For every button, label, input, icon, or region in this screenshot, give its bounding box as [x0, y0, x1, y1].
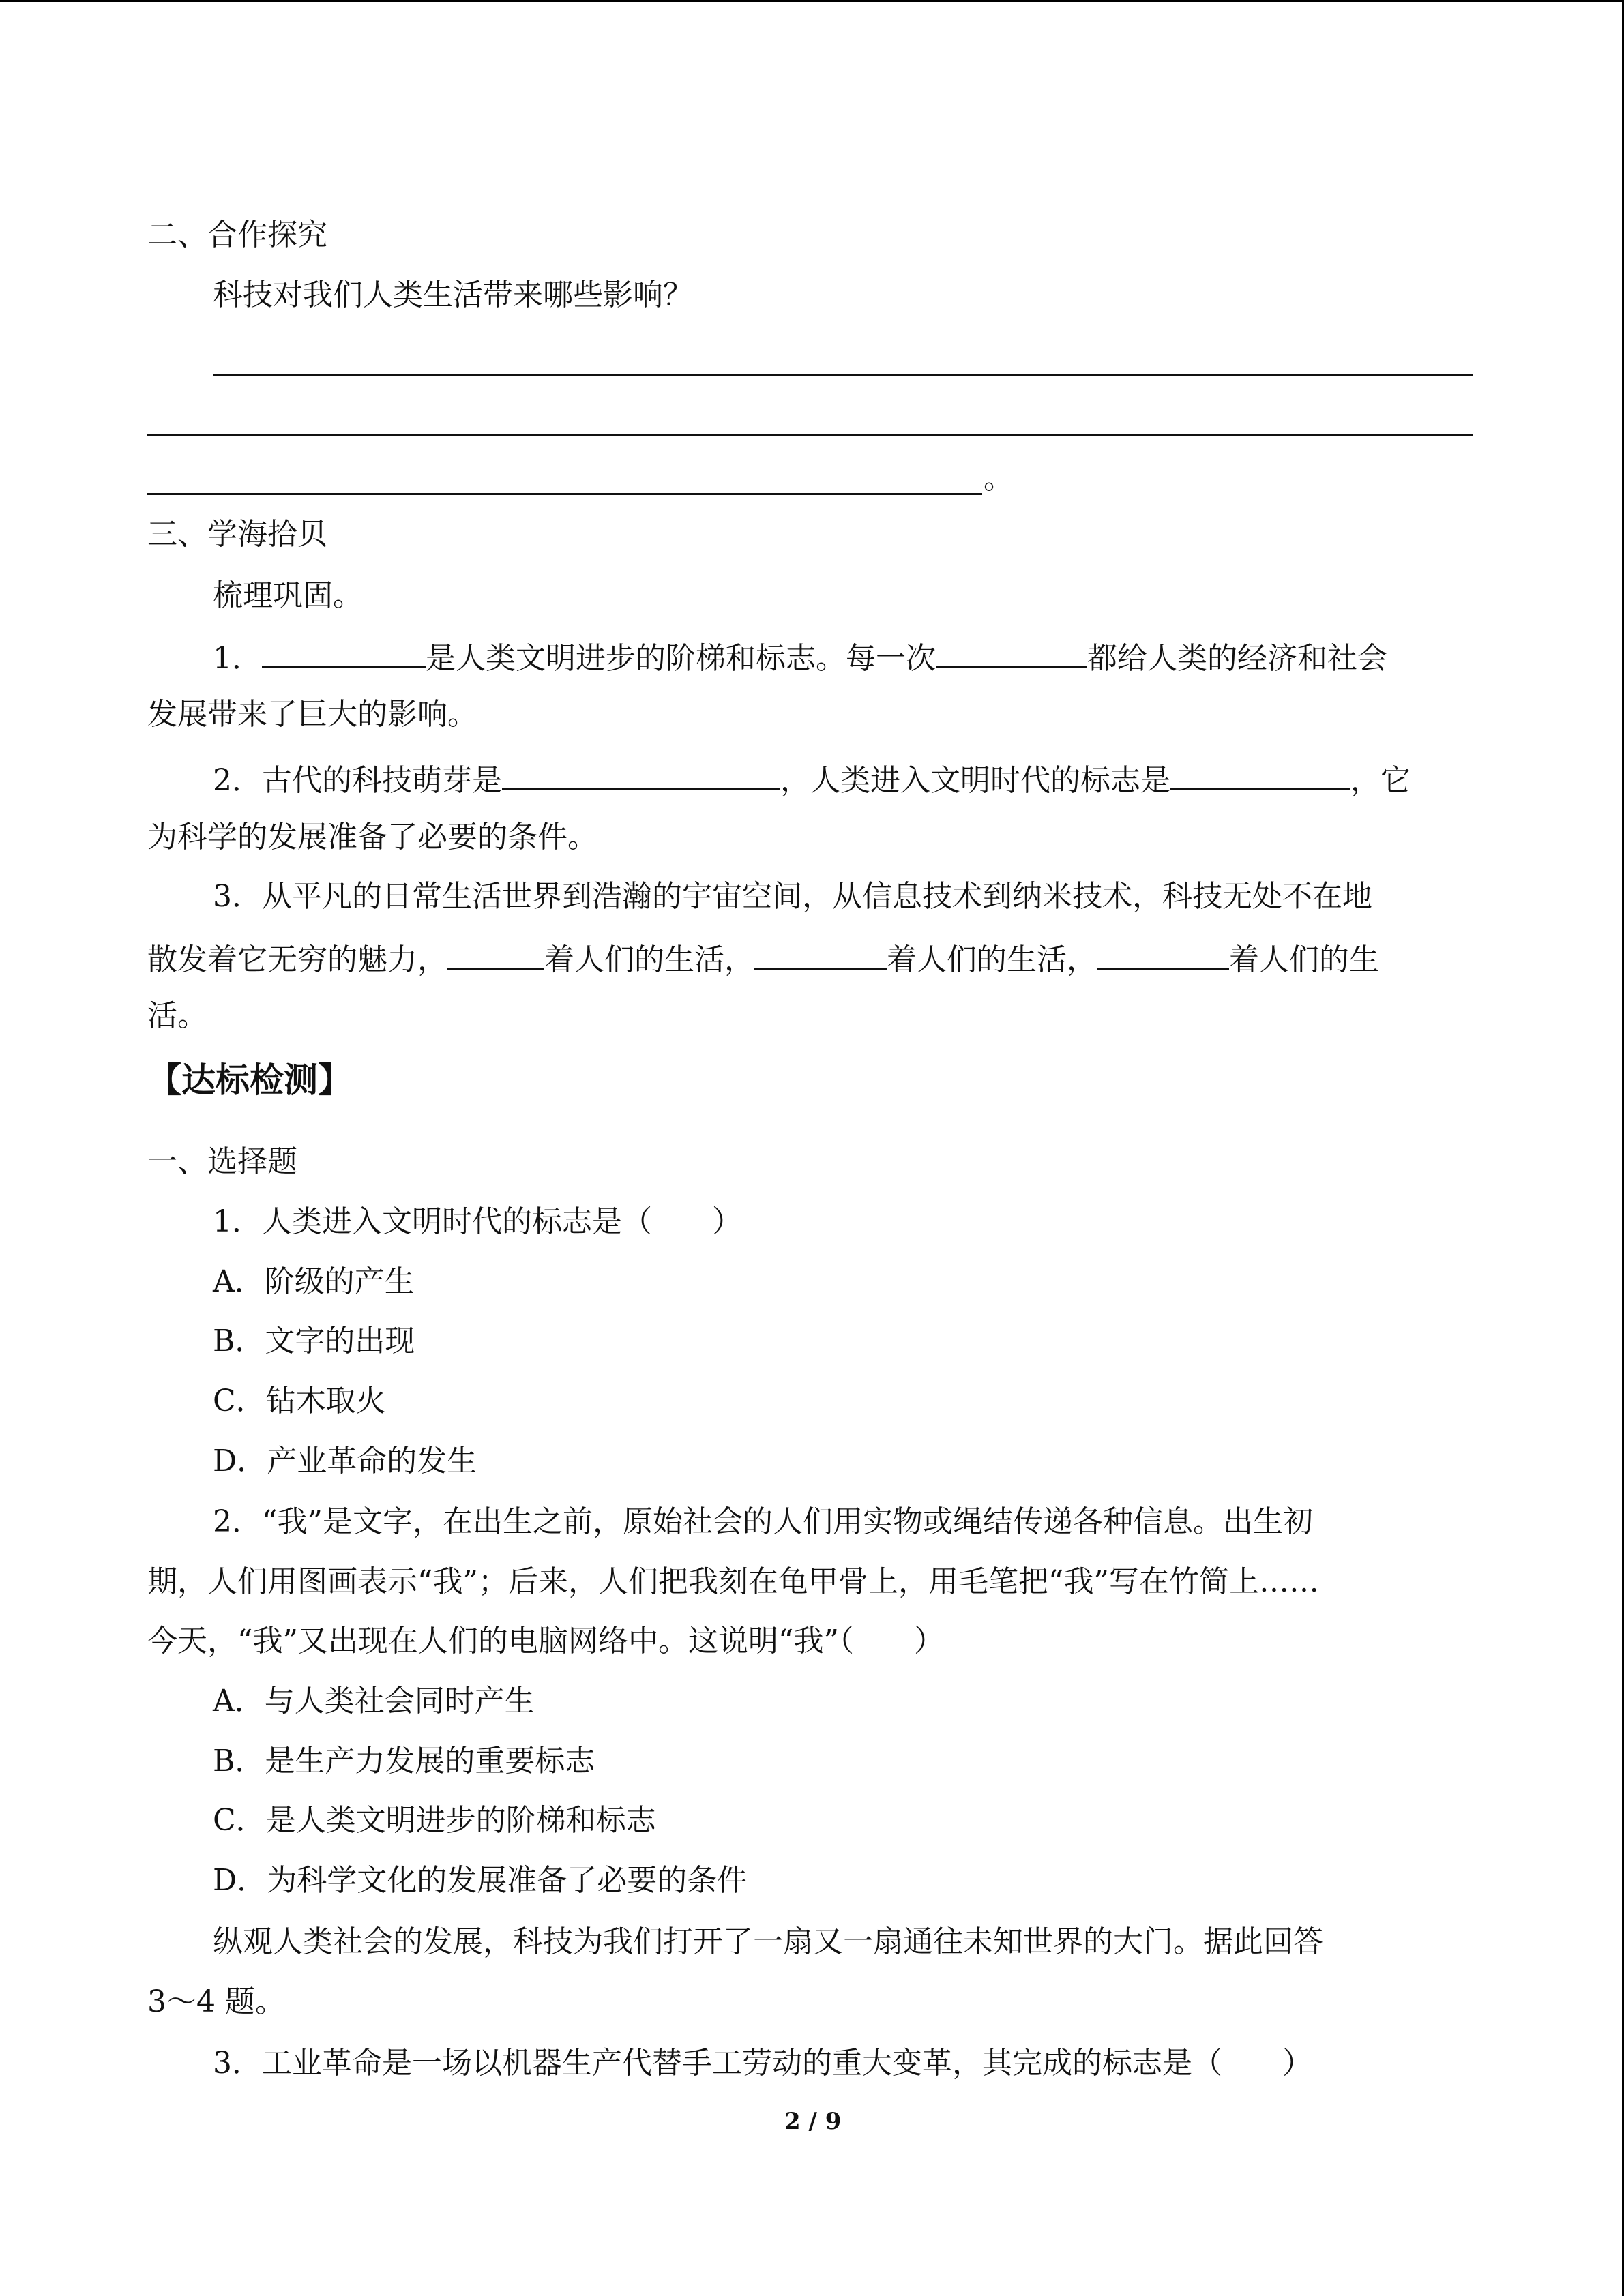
- answer-end-mark: 。: [984, 461, 1014, 496]
- fill-question-3-line2: [147, 936, 1379, 981]
- blank-field[interactable]: [754, 936, 887, 970]
- option-c[interactable]: C．是人类文明进步的阶梯和标志: [213, 1803, 656, 1838]
- part-title-choice: 一、选择题: [147, 1144, 297, 1179]
- question-text: 是人类文明进步的阶梯和标志。每一次: [426, 641, 936, 676]
- fill-question-1-cont: 发展带来了巨大的影响。: [147, 697, 477, 732]
- blank-field[interactable]: [1097, 936, 1229, 970]
- fill-question-3-line1: 3．从平凡的日常生活世界到浩瀚的宇宙空间，从信息技术到纳米技术，科技无处不在地: [213, 879, 1372, 914]
- question-text: 着人们的生活，: [887, 942, 1097, 977]
- option-c[interactable]: C．钻木取火: [213, 1384, 386, 1418]
- answer-line-1[interactable]: [213, 374, 1473, 376]
- option-d[interactable]: D．为科学文化的发展准备了必要的条件: [213, 1863, 748, 1898]
- passage-intro-line2: 3～4 题。: [147, 1984, 285, 2019]
- review-subtitle: 梳理巩固。: [213, 578, 363, 613]
- question-text: 着人们的生活，: [544, 942, 754, 977]
- question-text: 2．古代的科技萌芽是: [213, 763, 502, 798]
- option-d[interactable]: D．产业革命的发生: [213, 1444, 477, 1478]
- passage-intro-line1: 纵观人类社会的发展，科技为我们打开了一扇又一扇通往未知世界的大门。据此回答: [213, 1924, 1323, 1959]
- blank-field[interactable]: [936, 635, 1087, 668]
- section-title-cooperation: 二、合作探究: [147, 218, 327, 252]
- choice-question-2-line3: 今天，“我”又出现在人们的电脑网络中。这说明“我”（ ）: [147, 1624, 944, 1658]
- blank-field[interactable]: [502, 757, 780, 790]
- fill-question-2: [213, 757, 1411, 801]
- option-b[interactable]: B．是生产力发展的重要标志: [213, 1744, 595, 1778]
- question-text: 都给人类的经济和社会: [1087, 641, 1387, 676]
- question-number: 1．: [213, 641, 262, 676]
- choice-question-2-line1: 2．“我”是文字，在出生之前，原始社会的人们用实物或绳结传递各种信息。出生初: [213, 1504, 1313, 1539]
- fill-question-2-cont: 为科学的发展准备了必要的条件。: [147, 820, 597, 854]
- choice-question-1: 1．人类进入文明时代的标志是（ ）: [213, 1204, 742, 1239]
- blank-field[interactable]: [447, 936, 544, 970]
- question-text: 着人们的生: [1229, 942, 1379, 977]
- answer-line-3[interactable]: [147, 493, 982, 495]
- question-text: ，人类进入文明时代的标志是: [780, 763, 1170, 798]
- test-heading: 【达标检测】: [147, 1060, 352, 1100]
- choice-question-3: 3．工业革命是一场以机器生产代替手工劳动的重大变革，其完成的标志是（ ）: [213, 2046, 1312, 2081]
- option-b[interactable]: B．文字的出现: [213, 1324, 415, 1358]
- blank-field[interactable]: [262, 635, 426, 668]
- fill-question-1: [213, 635, 1387, 679]
- question-text: 科技对我们人类生活带来哪些影响？: [213, 278, 693, 312]
- option-a[interactable]: A．阶级的产生: [213, 1264, 415, 1299]
- section-title-review: 三、学海拾贝: [147, 517, 327, 552]
- blank-field[interactable]: [1170, 757, 1350, 790]
- question-text: ，它: [1350, 763, 1411, 798]
- fill-question-3-line3: 活。: [147, 998, 207, 1033]
- question-text: 散发着它无穷的魅力，: [147, 942, 447, 977]
- answer-line-2[interactable]: [147, 434, 1473, 436]
- choice-question-2-line2: 期，人们用图画表示“我”；后来，人们把我刻在龟甲骨上，用毛笔把“我”写在竹简上……: [147, 1564, 1319, 1599]
- page-number: 2 / 9: [784, 2108, 842, 2135]
- option-a[interactable]: A．与人类社会同时产生: [213, 1684, 535, 1718]
